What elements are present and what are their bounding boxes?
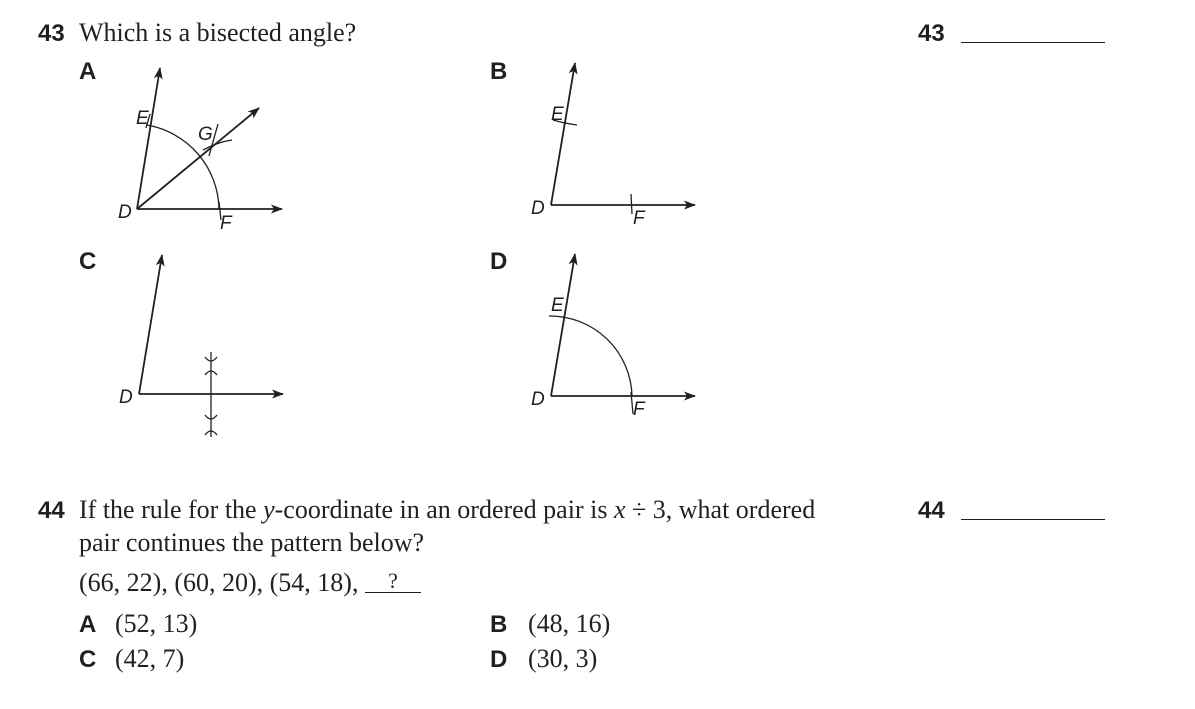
question-43-text: Which is a bisected angle? — [79, 18, 357, 47]
pattern-blank: ? — [365, 570, 421, 593]
question-44-text — [79, 495, 815, 525]
figure-c-label-d: D — [119, 387, 133, 408]
answer-44-blank[interactable] — [961, 519, 1105, 520]
question-44-text-part2: -coordinate in an ordered pair is — [274, 495, 614, 524]
option-a-text[interactable]: (52, 13) — [115, 609, 198, 638]
question-44-var-y: y — [263, 495, 275, 524]
option-b-letter[interactable]: B — [490, 611, 508, 638]
pattern-sequence: (66, 22), (60, 20), (54, 18), — [79, 568, 359, 597]
answer-43-number: 43 — [918, 20, 945, 47]
figure-b-angle[interactable] — [551, 63, 695, 214]
question-43-number: 43 — [38, 20, 65, 47]
figure-b-label-d: D — [531, 198, 545, 219]
answer-44-number: 44 — [918, 497, 945, 524]
option-d-text[interactable]: (30, 3) — [528, 644, 598, 673]
option-d-letter[interactable]: D — [490, 646, 508, 673]
figure-a-label-g: G — [198, 124, 213, 145]
question-44-var-x: x — [613, 495, 626, 524]
figure-a-label-f: F — [220, 213, 232, 234]
question-44-text-line2: pair continues the pattern below? — [79, 528, 425, 557]
figure-d-label-f: F — [633, 399, 645, 420]
figure-b-label-e: E — [551, 104, 564, 125]
option-a-letter[interactable]: A — [79, 611, 97, 638]
option-b-text[interactable]: (48, 16) — [528, 609, 611, 638]
figure-b-label-f: F — [633, 208, 645, 229]
option-b-letter[interactable]: B — [490, 58, 508, 85]
option-d-letter[interactable]: D — [490, 248, 508, 275]
number-pattern — [79, 568, 421, 598]
option-c-letter[interactable]: C — [79, 248, 97, 275]
option-c-letter[interactable]: C — [79, 646, 97, 673]
figure-a-label-e: E — [136, 108, 149, 129]
figure-d-label-e: E — [551, 295, 564, 316]
option-c-text[interactable]: (42, 7) — [115, 644, 185, 673]
figure-a-label-d: D — [118, 202, 132, 223]
question-44-text-part3: ÷ 3, what ordered — [625, 495, 816, 524]
figure-d-label-d: D — [531, 389, 545, 410]
figure-d-angle[interactable] — [549, 254, 695, 414]
question-44-text-part1: If the rule for the — [79, 495, 264, 524]
question-44-number: 44 — [38, 497, 65, 524]
option-a-letter[interactable]: A — [79, 58, 97, 85]
figure-c-angle[interactable] — [139, 255, 283, 437]
